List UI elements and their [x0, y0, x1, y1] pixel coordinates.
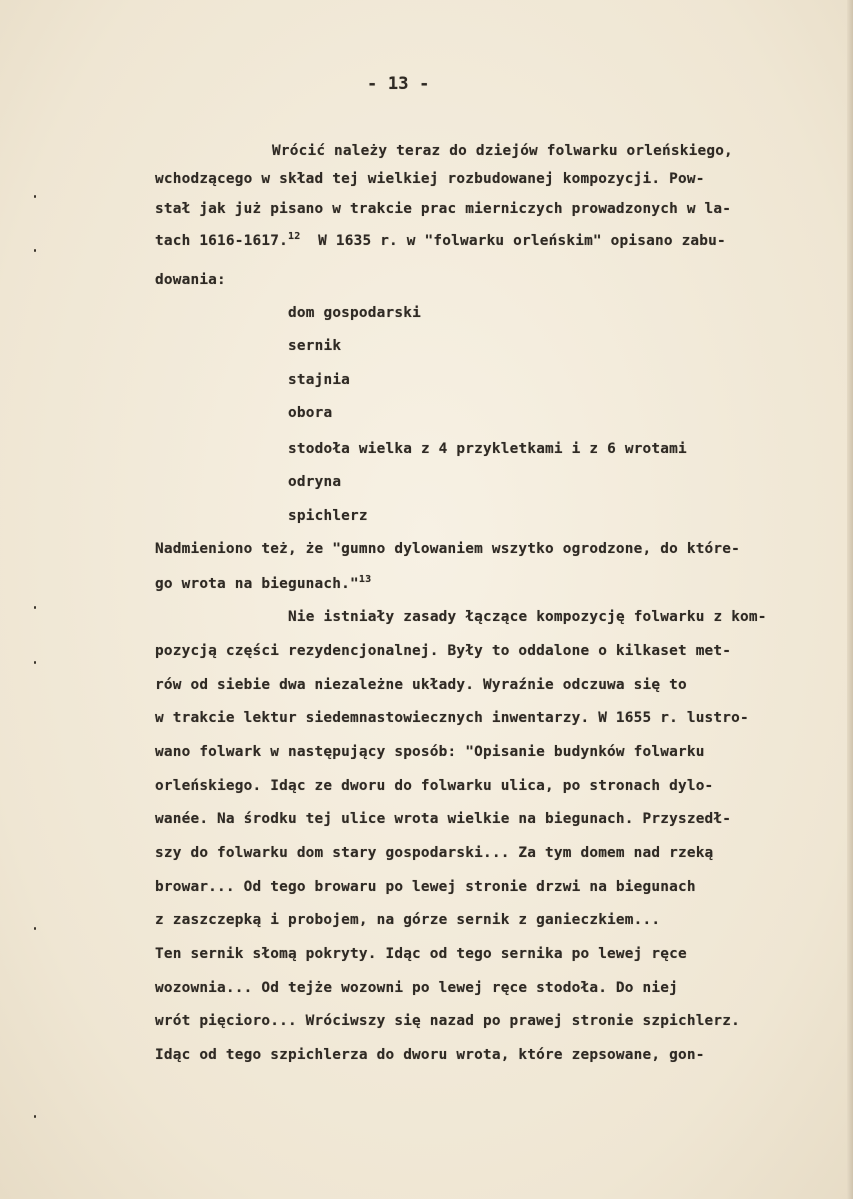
text-line: Nie istniały zasady łączące kompozycję folwarku z kom-: [288, 609, 767, 625]
list-item: spichlerz: [288, 508, 368, 524]
text-line: browar... Od tego browaru po lewej stronie drzwi na biegunach: [155, 879, 696, 895]
text-line: wozownia... Od tejże wozowni po lewej ręce stodoła. Do niej: [155, 980, 678, 996]
margin-mark: [34, 606, 36, 609]
margin-mark: [34, 249, 36, 252]
text-line: Wrócić należy teraz do dziejów folwarku orleńskiego,: [272, 143, 733, 159]
margin-mark: [34, 927, 36, 930]
text-line: wrót pięcioro... Wróciwszy się nazad po prawej stronie szpichlerz.: [155, 1013, 741, 1029]
text-line: Ten sernik słomą pokryty. Idąc od tego sernika po lewej ręce: [155, 946, 687, 962]
text-line: z zaszczepką i probojem, na górze sernik z ganieczkiem...: [155, 912, 661, 928]
text-fragment: tach 1616-1617.: [155, 233, 288, 249]
text-line: rów od siebie dwa niezależne układy. Wyraźnie odczuwa się to: [155, 677, 687, 693]
list-item: obora: [288, 405, 333, 421]
page-number: - 13 -: [367, 74, 430, 94]
list-item: odryna: [288, 474, 342, 490]
text-line: pozycją części rezydencjonalnej. Były to oddalone o kilkaset met-: [155, 643, 732, 659]
list-item: sernik: [288, 338, 342, 354]
list-item: dom gospodarski: [288, 305, 421, 321]
text-line: w trakcie lektur siedemnastowiecznych inwentarzy. W 1655 r. lustro-: [155, 710, 749, 726]
text-line: stał jak już pisano w trakcie prac mierniczych prowadzonych w la-: [155, 201, 732, 217]
margin-mark: [34, 661, 36, 664]
text-line: [155, 576, 371, 592]
text-line: Nadmieniono też, że "gumno dylowaniem wszytko ogrodzone, do które-: [155, 541, 741, 557]
text-line: wano folwark w następujący sposób: "Opisanie budynków folwarku: [155, 744, 705, 760]
text-line: szy do folwarku dom stary gospodarski... Za tym domem nad rzeką: [155, 845, 714, 861]
footnote-ref: 13: [358, 574, 372, 585]
text-fragment: W 1635 r. w "folwarku orleńskim" opisano zabu-: [300, 233, 726, 249]
footnote-ref: 12: [287, 231, 301, 242]
text-line: dowania:: [155, 272, 226, 288]
margin-mark: [34, 1115, 36, 1118]
text-line: [155, 233, 726, 249]
text-line: Idąc od tego szpichlerza do dworu wrota, które zepsowane, gon-: [155, 1047, 705, 1063]
paper-edge: [847, 0, 853, 1199]
margin-mark: [34, 195, 36, 198]
text-line: wanée. Na środku tej ulice wrota wielkie na biegunach. Przyszedł-: [155, 811, 732, 827]
text-fragment: go wrota na biegunach.": [155, 576, 359, 592]
list-item: stajnia: [288, 372, 351, 388]
list-item: stodoła wielka z 4 przykletkami i z 6 wrotami: [288, 441, 687, 457]
text-line: wchodzącego w skład tej wielkiej rozbudowanej kompozycji. Pow-: [155, 171, 705, 187]
text-line: orleńskiego. Idąc ze dworu do folwarku ulica, po stronach dylo-: [155, 778, 714, 794]
